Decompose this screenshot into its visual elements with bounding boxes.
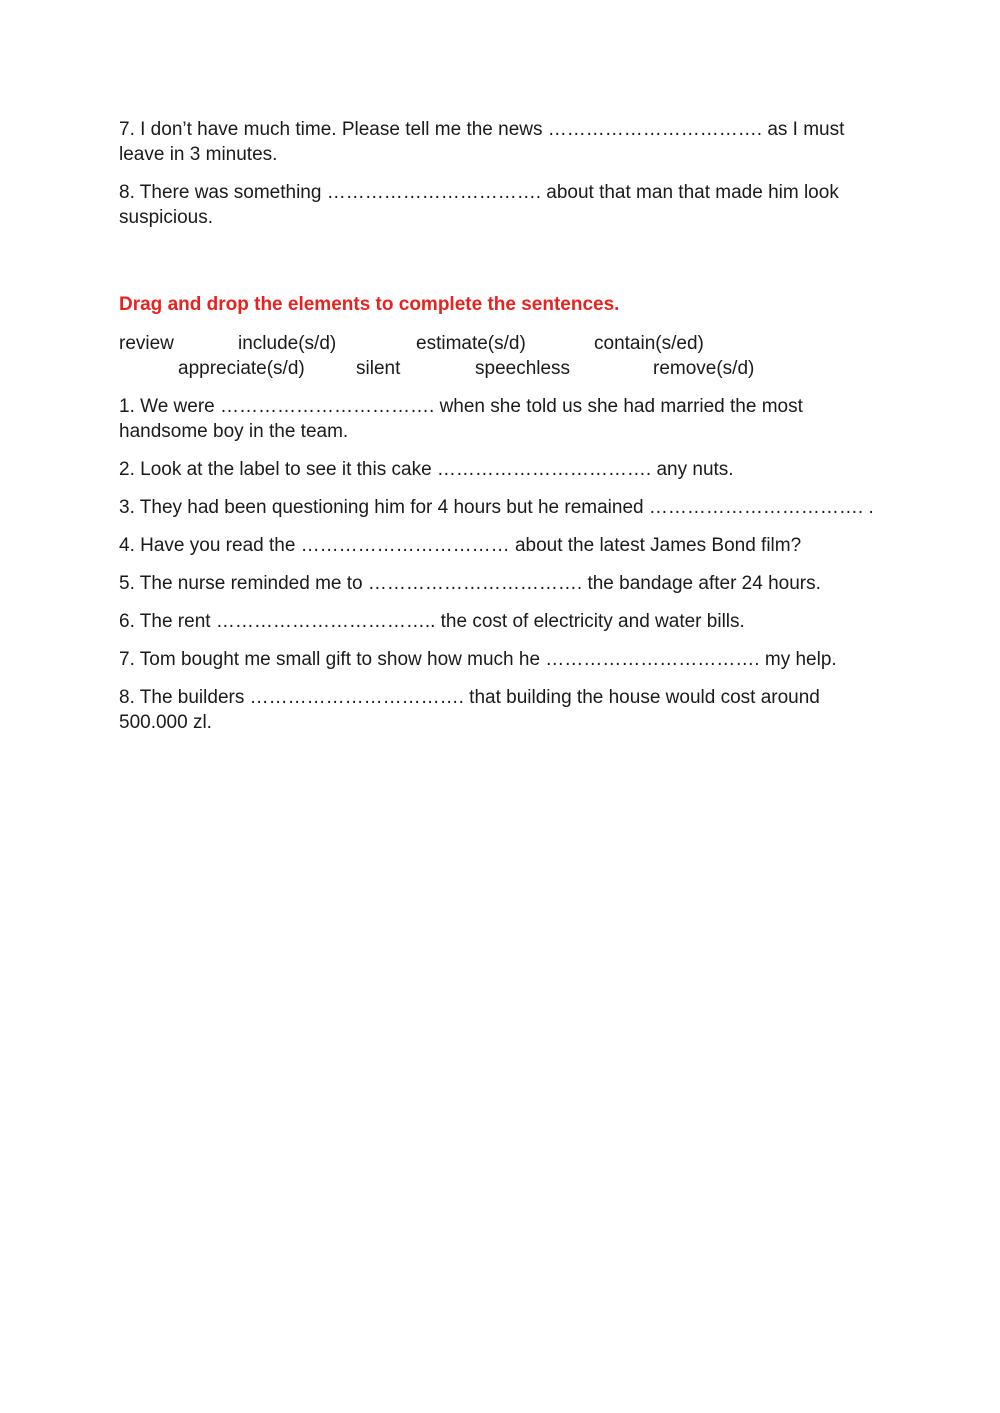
word-bank-item[interactable]: silent xyxy=(356,358,401,379)
section-gap xyxy=(119,243,879,292)
word-bank-item[interactable]: appreciate(s/d) xyxy=(178,358,305,379)
sentence-5: 5. The nurse reminded me to ……………………………. the bandage after 24 hours. xyxy=(119,573,821,594)
sentence-7-part-one: 7. I don’t have much time. Please tell me the news ……………………………. as I must leave in 3 minutes. xyxy=(119,119,845,165)
word-bank-item[interactable]: remove(s/d) xyxy=(653,358,755,379)
sentence-6: 6. The rent …………………………….. the cost of electricity and water bills. xyxy=(119,611,745,632)
sentence-1: 1. We were ……………………………. when she told us she had married the most handsome boy in the team. xyxy=(119,396,803,442)
word-bank-item[interactable]: contain(s/ed) xyxy=(594,333,704,354)
exercise-instruction: Drag and drop the elements to complete the sentences. xyxy=(119,294,620,315)
worksheet-page xyxy=(119,117,879,748)
word-bank-item[interactable]: include(s/d) xyxy=(238,333,337,354)
word-bank xyxy=(119,331,879,381)
sentence-7: 7. Tom bought me small gift to show how much he ……………………………. my help. xyxy=(119,649,837,670)
word-bank-item[interactable]: speechless xyxy=(475,358,571,379)
sentence-8-part-one: 8. There was something ……………………………. about that man that made him look suspicious. xyxy=(119,182,839,228)
sentence-8: 8. The builders ……………………………. that building the house would cost around 500.000 zl. xyxy=(119,687,820,733)
sentence-4: 4. Have you read the …………………………… about the latest James Bond film? xyxy=(119,535,802,556)
sentence-3: 3. They had been questioning him for 4 hours but he remained ……………………………. . xyxy=(119,497,874,518)
word-bank-item[interactable]: review xyxy=(119,333,174,354)
sentence-2: 2. Look at the label to see it this cake ……………………………. any nuts. xyxy=(119,459,734,480)
word-bank-item[interactable]: estimate(s/d) xyxy=(416,333,526,354)
